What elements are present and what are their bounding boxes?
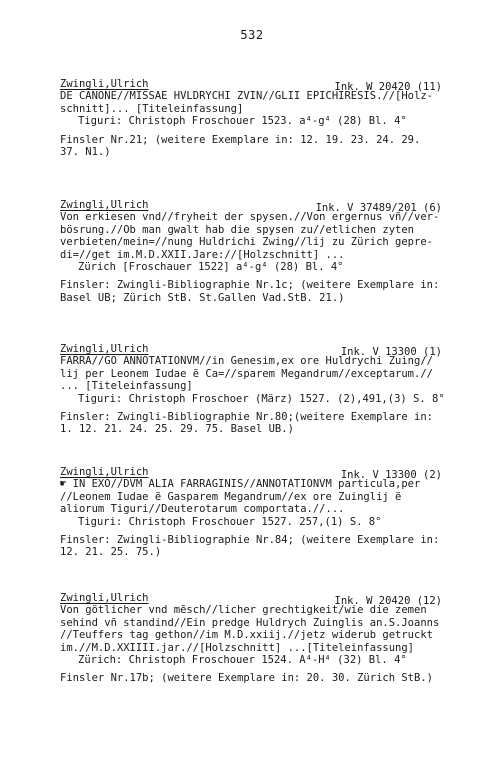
finsler-line: 1. 12. 21. 24. 25. 29. 75. Basel UB.) <box>60 423 294 436</box>
title-line: //Leonem Iudae ẽ Gasparem Megandrum//ex ore Zuinglij ẽ <box>60 490 402 503</box>
imprint-line: Zürich [Froschauer 1522] a⁴-g⁴ (28) Bl. 4° <box>78 261 344 274</box>
entry-heading <box>60 78 470 93</box>
author-name: Zwingli,Ulrich <box>60 199 149 211</box>
finsler-line: Finsler: Zwingli-Bibliographie Nr.1c; (weitere Exemplare in: <box>60 279 440 292</box>
shelfmark: Ink. W 20420 (11) <box>334 81 442 93</box>
finsler-line: 37. N1.) <box>60 146 111 159</box>
catalog-entry <box>60 592 470 685</box>
title-line: DE CANONE//MISSAE HVLDRYCHI ZVIN//GLII EPICHIRESIS.//[Holz- <box>60 90 433 103</box>
title-line: verbieten/mein=//nung Huldrichi Zwing//lij zu Zürich gepre- <box>60 236 433 249</box>
author-name: Zwingli,Ulrich <box>60 466 149 478</box>
title-line: schnitt]... [Titeleinfassung] <box>60 102 244 115</box>
author-name: Zwingli,Ulrich <box>60 343 149 355</box>
finsler-line: Finsler Nr.17b; (weitere Exemplare in: 20. 30. Zürich StB.) <box>60 672 433 685</box>
page-number: 532 <box>240 28 264 42</box>
title-line: Von erkiesen vnd//fryheit der spysen.//Von ergernus vñ//ver- <box>60 211 440 224</box>
author-name: Zwingli,Ulrich <box>60 78 149 90</box>
catalog-entry <box>60 199 470 304</box>
entry-heading <box>60 592 470 607</box>
finsler-line: Finsler: Zwingli-Bibliographie Nr.84; (weitere Exemplare in: <box>60 534 440 547</box>
title-line: //Teuffers tag gethon//im M.D.xxiij.//jetz widerub getruckt <box>60 629 433 642</box>
catalog-entry <box>60 466 470 559</box>
shelfmark: Ink. V 13300 (2) <box>340 469 442 481</box>
title-line: aliorum Tiguri//Deuterotarum comportata.//... <box>60 503 345 516</box>
title-line: FARRA//GO ANNOTATIONVM//in Genesim,ex ore Huldrychi Zuing// <box>60 355 433 368</box>
title-line: bösrung.//Ob man gwalt hab die spysen zu//etlichen zyten <box>60 223 415 236</box>
catalog-entry <box>60 78 470 158</box>
finsler-line: Finsler: Zwingli-Bibliographie Nr.80;(weitere Exemplare in: <box>60 411 433 424</box>
title-line: ☛ IN EXO//DVM ALIA FARRAGINIS//ANNOTATIONVM particula,per <box>60 478 421 491</box>
title-line: lij per Leonem Iudae ẽ Ca=//sparem Megandrum//exceptarum.// <box>60 367 433 380</box>
imprint-line: Tiguri: Christoph Froschouer 1527. 257,(1) S. 8° <box>78 515 382 528</box>
title-line: Von götlicher vnd mẽsch//licher grechtigkeit/wie die zemen <box>60 604 427 617</box>
shelfmark: Ink. V 37489/201 (6) <box>315 202 442 214</box>
entry-heading <box>60 466 470 481</box>
author-name: Zwingli,Ulrich <box>60 592 149 604</box>
entry-heading <box>60 343 470 358</box>
entry-heading <box>60 199 470 214</box>
imprint-line: Tiguri: Christoph Froschoer (März) 1527. (2),491,(3) S. 8° <box>78 392 445 405</box>
imprint-line: Tiguri: Christoph Froschouer 1523. a⁴-g⁴ (28) Bl. 4° <box>78 115 407 128</box>
title-line: sehind vñ standind//Ein predge Huldrych Zuinglis an.S.Joanns <box>60 616 440 629</box>
finsler-line: 12. 21. 25. 75.) <box>60 546 162 559</box>
shelfmark: Ink. W 20420 (12) <box>334 595 442 607</box>
shelfmark: Ink. V 13300 (1) <box>340 346 442 358</box>
title-line: di=//get im.M.D.XXII.Jare://[Holzschnitt] ... <box>60 248 345 261</box>
title-line: im.//M.D.XXIIII.jar.//[Holzschnitt] ...[Titeleinfassung] <box>60 641 415 654</box>
catalog-entry <box>60 343 470 436</box>
finsler-line: Finsler Nr.21; (weitere Exemplare in: 12. 19. 23. 24. 29. <box>60 133 421 146</box>
finsler-line: Basel UB; Zürich StB. St.Gallen Vad.StB. 21.) <box>60 291 345 304</box>
title-line: ... [Titeleinfassung] <box>60 380 193 393</box>
imprint-line: Zürich: Christoph Froschouer 1524. A⁴-H⁴ (32) Bl. 4° <box>78 654 407 667</box>
